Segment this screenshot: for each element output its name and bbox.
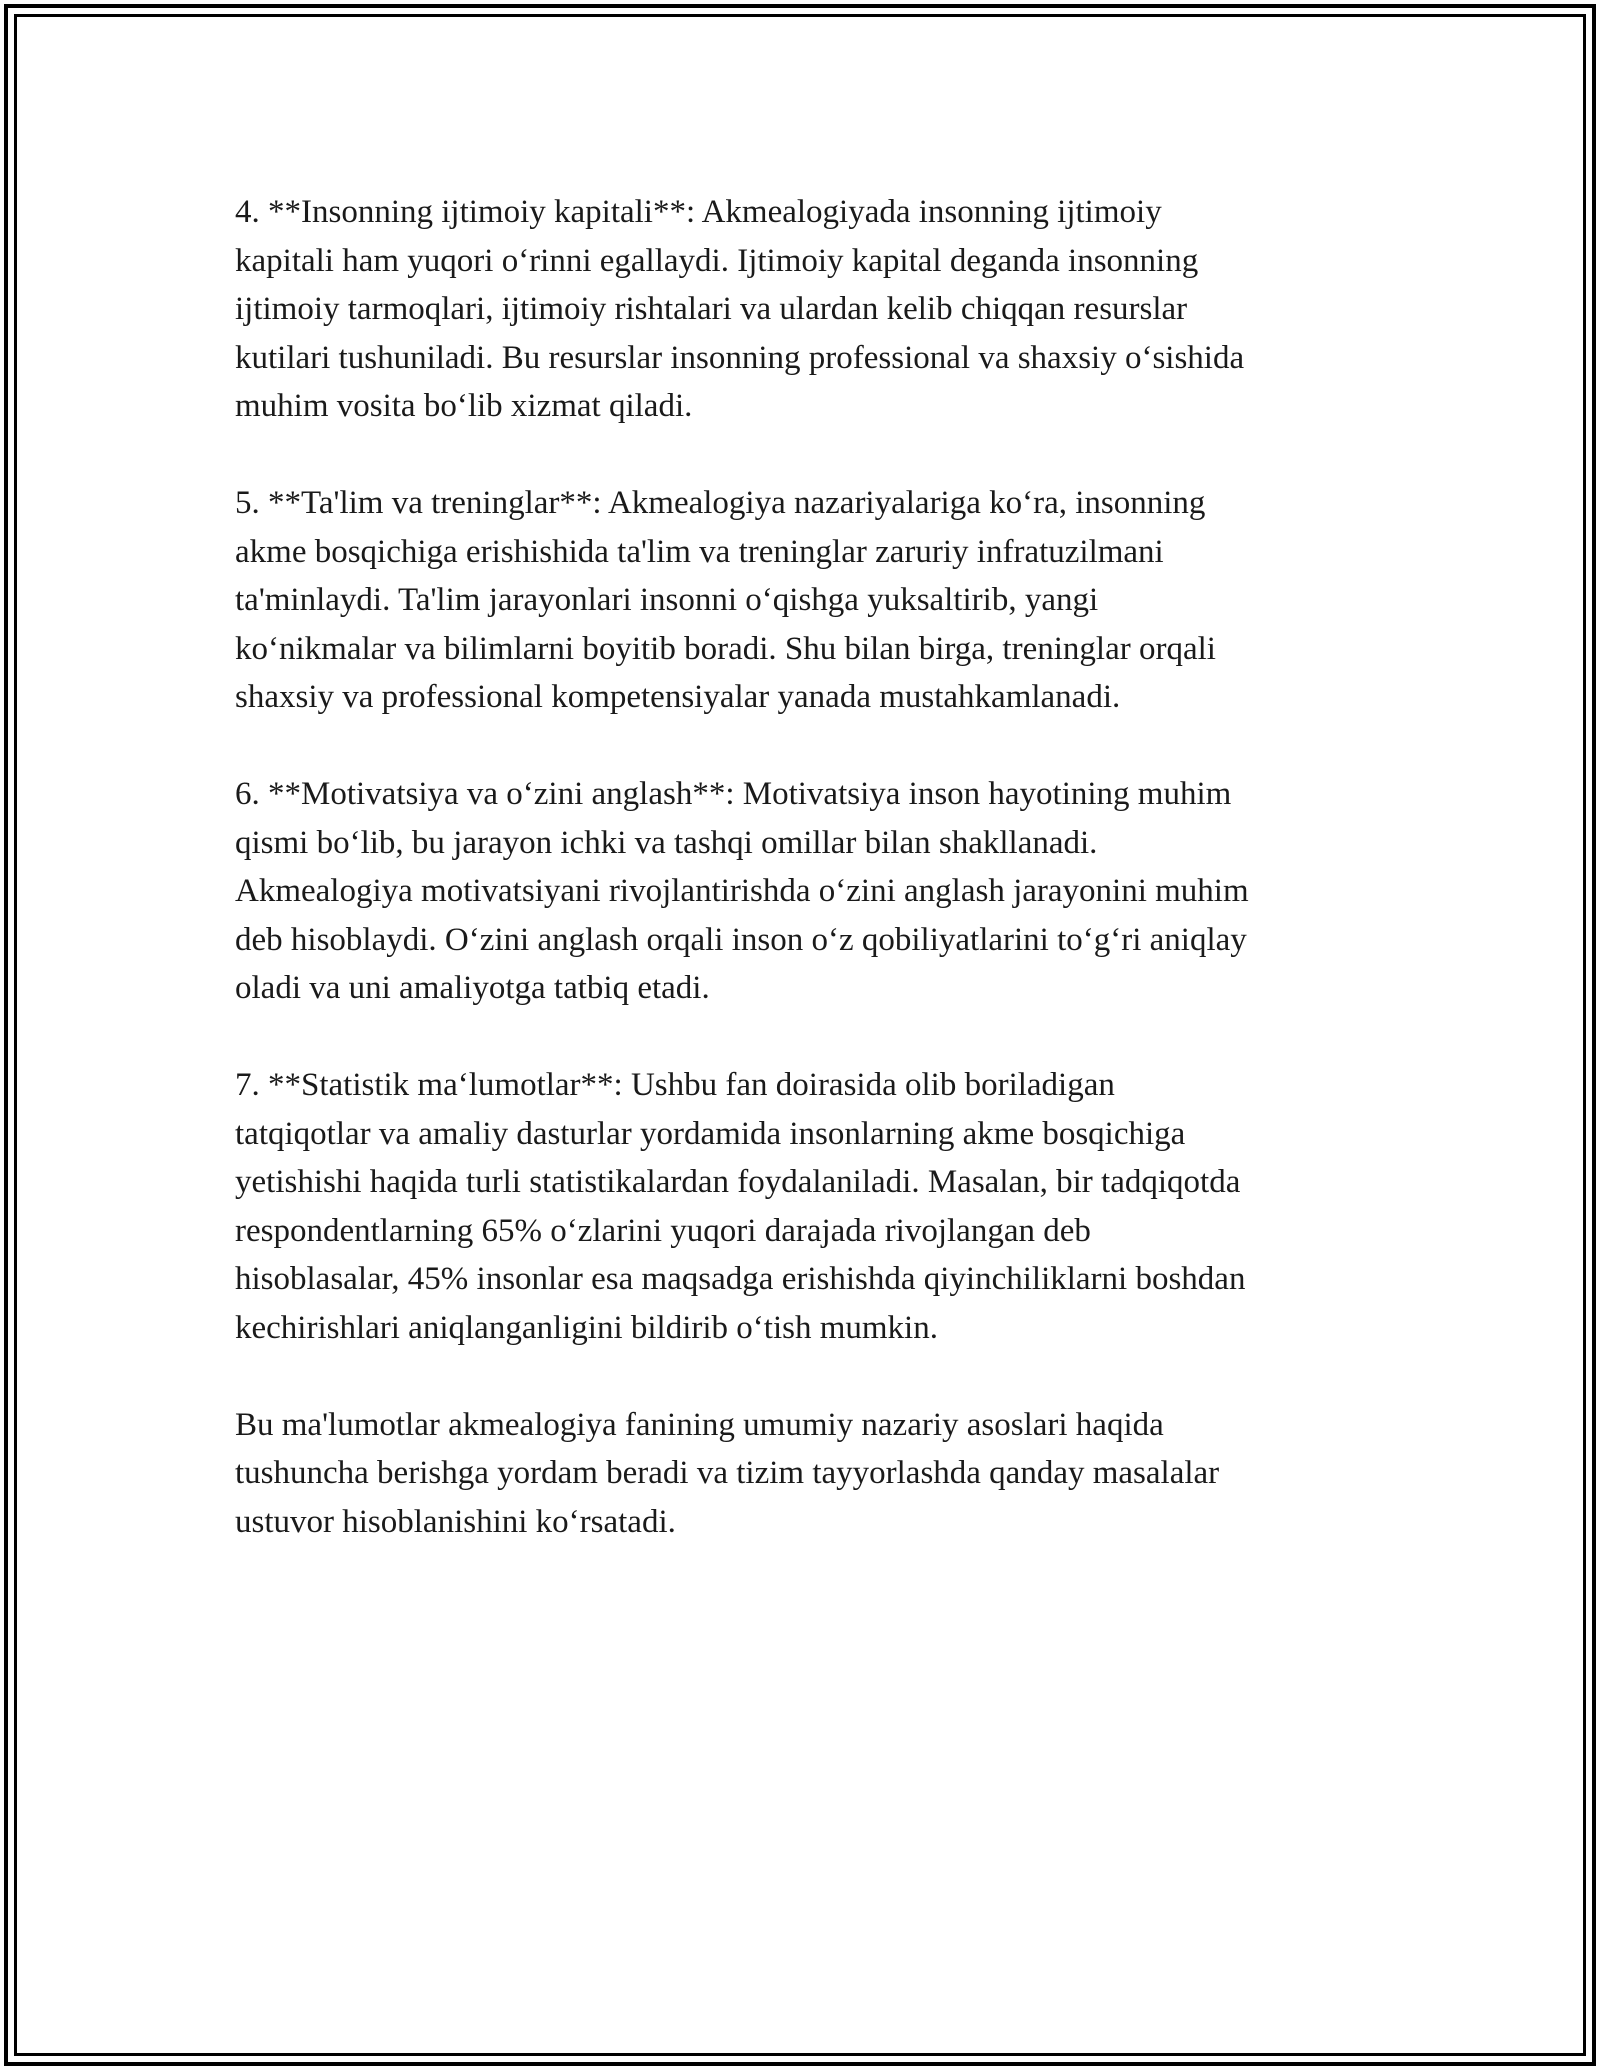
text-line: tatqiqotlar va amaliy dasturlar yordamida insonlarning akme bosqichiga <box>235 1115 1186 1152</box>
text-line: akme bosqichiga erishishida ta'lim va treninglar zaruriy infratuzilmani <box>235 533 1164 570</box>
text-line: ustuvor hisoblanishini ko‘rsatadi. <box>235 1503 676 1540</box>
text-line: hisoblasalar, 45% insonlar esa maqsadga erishishda qiyinchiliklarni boshdan <box>235 1261 1246 1297</box>
text-line: respondentlarning 65% o‘zlarini yuqori darajada rivojlangan deb <box>235 1212 1091 1249</box>
text-line: yetishishi haqida turli statistikalardan foydalaniladi. Masalan, bir tadqiqotda <box>235 1164 1241 1200</box>
text-line: qismi bo‘lib, bu jarayon ichki va tashqi omillar bilan shakllanadi. <box>235 824 1098 861</box>
text-line: Akmealogiya motivatsiyani rivojlantirishda o‘zini anglash jarayonini muhim <box>235 873 1249 909</box>
paragraph-conclusion <box>235 1401 1385 1547</box>
text-line: 7. **Statistik ma‘lumotlar**: Ushbu fan doirasida olib boriladigan <box>235 1067 1115 1103</box>
text-line: ta'minlaydi. Ta'lim jarayonlari insonni o‘qishga yuksaltirib, yangi <box>235 582 1099 618</box>
paragraph-motivation <box>235 770 1385 1013</box>
text-line: 6. **Motivatsiya va o‘zini anglash**: Motivatsiya inson hayotining muhim <box>235 776 1232 812</box>
paragraph-statistics <box>235 1061 1385 1352</box>
text-line: muhim vosita bo‘lib xizmat qiladi. <box>235 388 693 424</box>
text-line: kechirishlari aniqlanganligini bildirib o‘tish mumkin. <box>235 1309 938 1346</box>
text-line: oladi va uni amaliyotga tatbiq etadi. <box>235 970 710 1006</box>
text-line: ijtimoiy tarmoqlari, ijtimoiy rishtalari va ulardan kelib chiqqan resurslar <box>235 291 1188 327</box>
text-line: ko‘nikmalar va bilimlarni boyitib boradi. Shu bilan birga, treninglar orqali <box>235 630 1216 667</box>
text-line: deb hisoblaydi. O‘zini anglash orqali inson o‘z qobiliyatlarini to‘g‘ri aniqlay <box>235 921 1247 958</box>
document-body <box>235 188 1385 1595</box>
paragraph-education-training <box>235 479 1385 722</box>
text-line: Bu ma'lumotlar akmealogiya fanining umumiy nazariy asoslari haqida <box>235 1406 1164 1443</box>
text-line: tushuncha berishga yordam beradi va tizim tayyorlashda qanday masalalar <box>235 1455 1220 1491</box>
paragraph-social-capital <box>235 188 1385 431</box>
text-line: kapitali ham yuqori o‘rinni egallaydi. Ijtimoiy kapital deganda insonning <box>235 242 1199 279</box>
text-line: 4. **Insonning ijtimoiy kapitali**: Akmealogiyada insonning ijtimoiy <box>235 194 1162 230</box>
text-line: kutilari tushuniladi. Bu resurslar insonning professional va shaxsiy o‘sishida <box>235 339 1245 376</box>
text-line: 5. **Ta'lim va treninglar**: Akmealogiya nazariyalariga ko‘ra, insonning <box>235 485 1206 521</box>
text-line: shaxsiy va professional kompetensiyalar yanada mustahkamlanadi. <box>235 679 1121 715</box>
